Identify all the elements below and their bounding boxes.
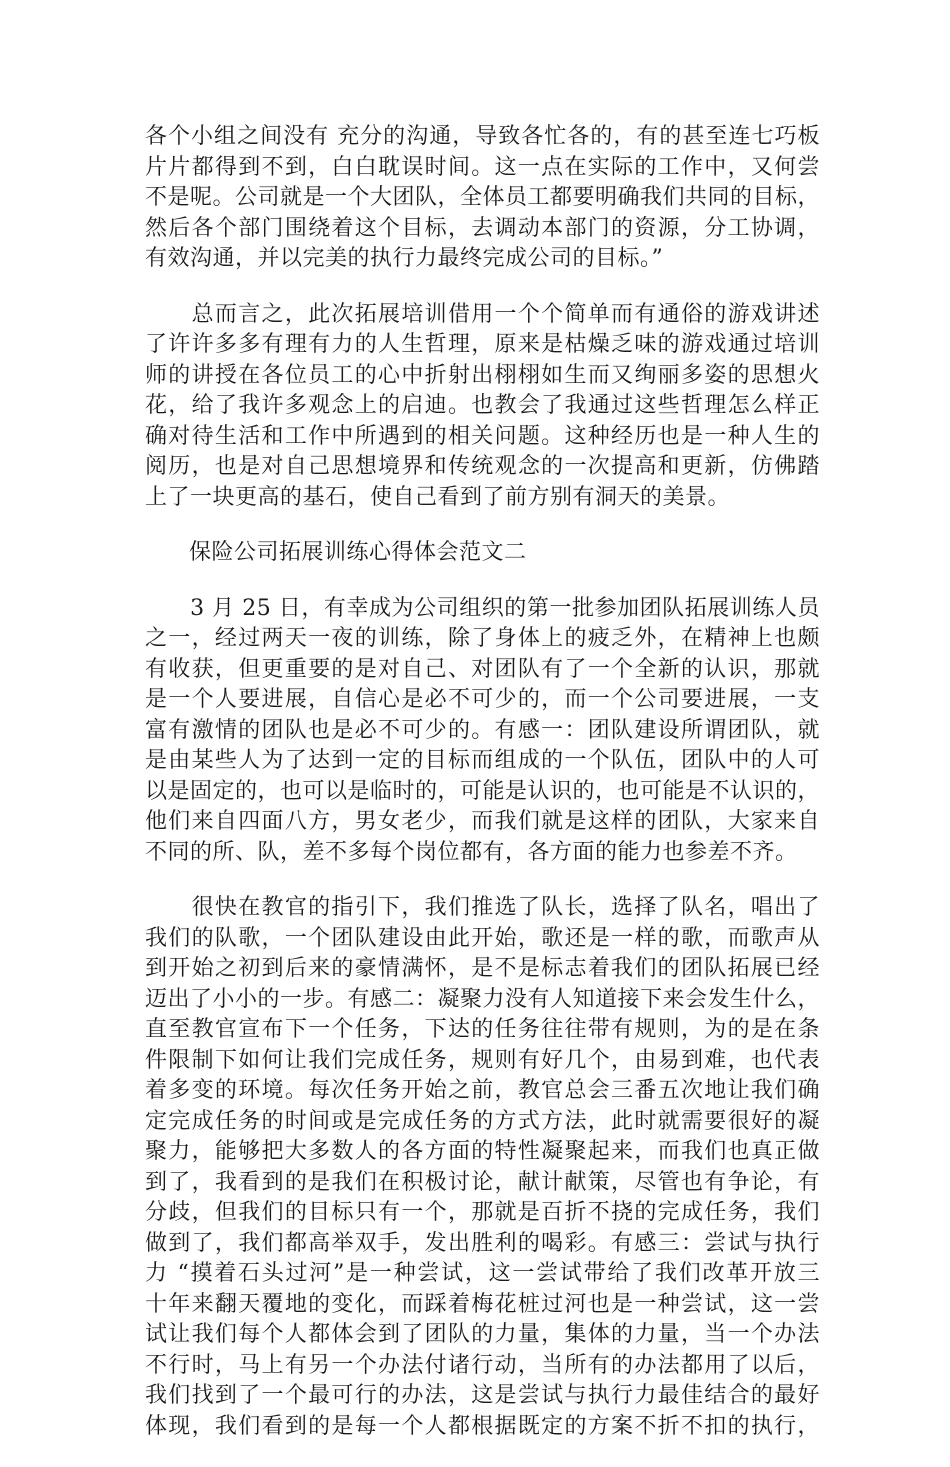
text-line: 上了一块更高的基石，使自己看到了前方别有洞天的美景。 (145, 484, 731, 510)
text-line: 着多变的环境。每次任务开始之前，教官总会三番五次地让我们确 (145, 1078, 820, 1103)
document-page (145, 122, 820, 1467)
text-line: 力 “摸着石头过河”是一种尝试，这一尝试带给了我们改革开放三 (145, 1261, 820, 1286)
text-line: 以是固定的，也可以是临时的，可能是认识的，也可能是不认识的， (145, 778, 821, 804)
text-line: 我们找到了一个最可行的办法，这是尝试与执行力最佳结合的最好 (145, 1383, 820, 1408)
text-line: 然后各个部门围绕着这个目标，去调动本部门的资源，分工协调， (145, 215, 820, 241)
text-line: 是由某些人为了达到一定的目标而组成的一个队伍，团队中的人可 (145, 748, 820, 773)
text-line: 十年来翻天覆地的变化，而踩着梅花桩过河也是一种尝试，这一尝 (145, 1291, 820, 1317)
text-line: 做到了，我们都高举双手，发出胜利的喝彩。有感三：尝试与执行 (145, 1230, 820, 1256)
text-line: 直至教官宣布下一个任务，下达的任务往往带有规则，为的是在条 (145, 1017, 820, 1042)
text-line: 确对待生活和工作中所遇到的相关问题。这种经历也是一种人生的 (145, 423, 820, 449)
paragraph-3 (145, 594, 820, 869)
text-line: 有效沟通，并以完美的执行力最终完成公司的目标。” (145, 246, 664, 271)
text-line: 师的讲授在各位员工的心中折射出栩栩如生而又绚丽多姿的思想火 (145, 362, 820, 388)
text-line: 是一个人要进展，自信心是必不可少的，而一个公司要进展，一支 (145, 687, 820, 712)
text-line: 富有激情的团队也是必不可少的。有感一：团队建设所谓团队，就 (145, 717, 820, 743)
text-line: 不行时，马上有另一个办法付诸行动，当所有的办法都用了以后， (145, 1352, 820, 1378)
text-line: 总而言之，此次拓展培训借用一个个简单而有通俗的游戏讲述 (145, 301, 820, 327)
text-line: 分歧，但我们的目标只有一个，那就是百折不挠的完成任务，我们 (145, 1200, 820, 1225)
text-line: 了许许多多有理有力的人生哲理，原来是枯燥乏味的游戏通过培训 (145, 332, 820, 357)
text-line: 有收获，但更重要的是对自己、对团队有了一个全新的认识，那就 (145, 656, 820, 682)
text-line: 不是呢。公司就是一个大团队，全体员工都要明确我们共同的目标， (145, 185, 821, 210)
text-line: 到开始之初到后来的豪情满怀，是不是标志着我们的团队拓展已经 (145, 956, 820, 981)
text-line: 迈出了小小的一步。有感二：凝聚力没有人知道接下来会发生什么， (145, 986, 821, 1012)
paragraph-1 (145, 122, 820, 275)
text-line: 阅历，也是对自己思想境界和传统观念的一次提高和更新，仿佛踏 (145, 454, 820, 479)
text-line: 件限制下如何让我们完成任务，规则有好几个，由易到难，也代表 (145, 1047, 820, 1073)
text-line: 之一，经过两天一夜的训练，除了身体上的疲乏外，在精神上也颇 (145, 626, 820, 651)
text-line: 我们的队歌，一个团队建设由此开始，歌还是一样的歌，而歌声从 (145, 925, 820, 951)
text-line: 聚力，能够把大多数人的各方面的特性凝聚起来，而我们也真正做 (145, 1139, 820, 1164)
text-line: 各个小组之间没有 充分的沟通，导致各忙各的，有的甚至连七巧板 (145, 124, 820, 149)
text-line: 很快在教官的指引下，我们推选了队长，选择了队名，唱出了 (145, 895, 820, 920)
text-line: 到了，我看到的是我们在积极讨论，献计献策，尽管也有争论，有 (145, 1169, 820, 1195)
text-line: 不同的所、队，差不多每个岗位都有，各方面的能力也参差不齐。 (145, 839, 798, 865)
text-line: 他们来自四面八方，男女老少，而我们就是这样的团队，大家来自 (145, 809, 820, 834)
text-line: 定完成任务的时间或是完成任务的方式方法，此时就需要很好的凝 (145, 1108, 820, 1134)
section-heading: 保险公司拓展训练心得体会范文二 (189, 540, 527, 565)
paragraph-2 (145, 300, 820, 514)
text-line: 花，给了我许多观念上的启迪。也教会了我通过这些哲理怎么样正 (145, 393, 820, 418)
text-line: 片片都得到不到，白白耽误时间。这一点在实际的工作中，又何尝 (145, 154, 820, 180)
text-line: 3 月 25 日，有幸成为公司组织的第一批参加团队拓展训练人员 (145, 595, 820, 621)
text-line: 试让我们每个人都体会到了团队的力量，集体的力量，当一个办法 (145, 1322, 820, 1347)
text-line: 体现，我们看到的是每一个人都根据既定的方案不折不扣的执行， (145, 1413, 820, 1439)
paragraph-4 (145, 893, 820, 1442)
